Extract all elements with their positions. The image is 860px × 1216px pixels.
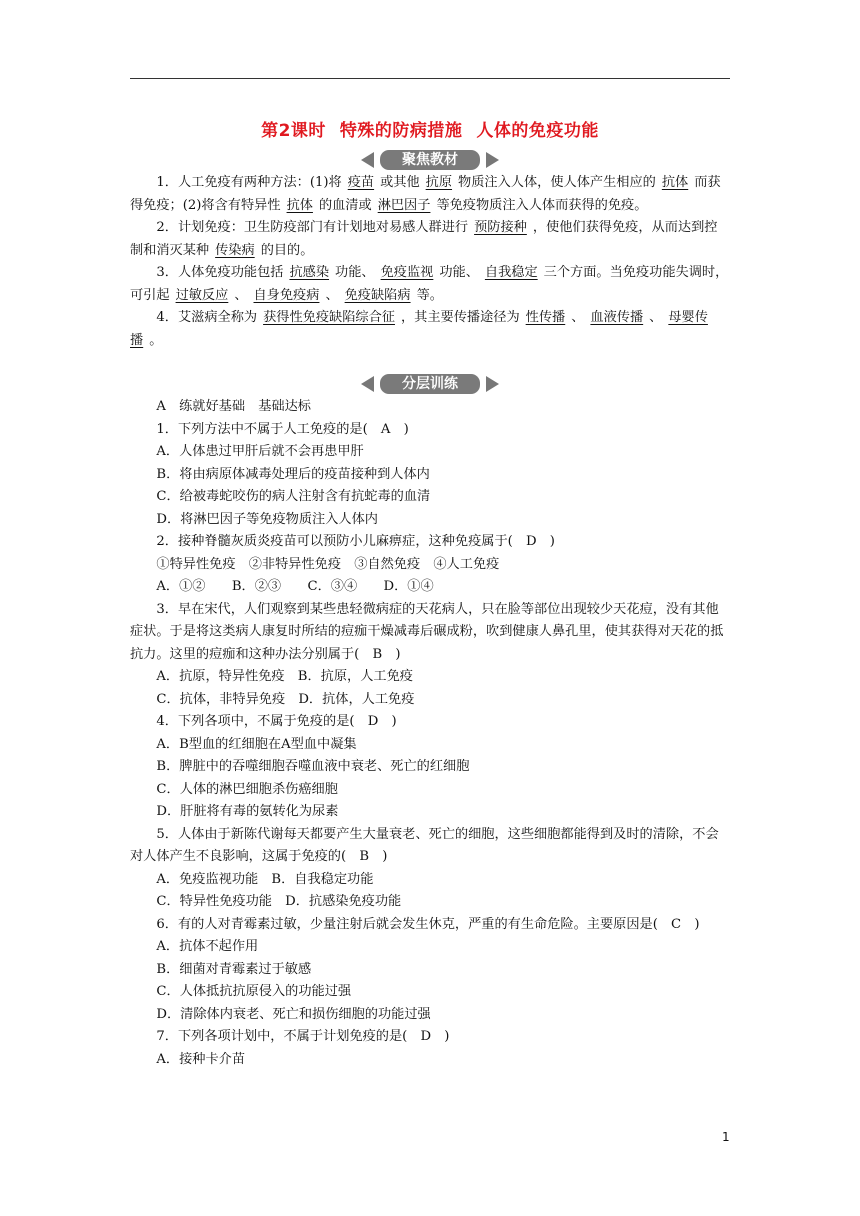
- blank-answer: 自我稳定: [484, 265, 538, 280]
- blank-answer: 抗体: [661, 175, 689, 190]
- blank-answer: 过敏反应: [175, 287, 229, 303]
- question-6-stem: 6．有的人对青霉素过敏，少量注射后就会发生休克，严重的有生命危险。主要原因是( C ): [156, 916, 700, 932]
- option: C．人体的淋巴细胞杀伤癌细胞: [156, 781, 338, 797]
- blank-answer: 抗原: [425, 175, 453, 190]
- option: D．将淋巴因子等免疫物质注入人体内: [156, 511, 378, 527]
- focus-q2: 2．计划免疫：卫生防疫部门有计划地对易感人群进行 预防接种 ，使他们获得免疫，从而达到控制和消灭某种 传染病 的目的。: [130, 220, 718, 258]
- option: D．清除体内衰老、死亡和损伤细胞的功能过强: [156, 1006, 431, 1022]
- focus-banner: [0, 150, 860, 170]
- title-lesson: 第2课时: [261, 121, 326, 141]
- header-rule: [130, 78, 730, 79]
- focus-q3: 3．人体免疫功能包括 抗感染 功能、 免疫监视 功能、 自我稳定 三个方面。当免疫功能失调时，可引起 过敏反应 、 自身免疫病 、 免疫缺陷病 等。: [130, 265, 729, 303]
- blank-answer: 性传播: [525, 310, 566, 325]
- blank-answer: 疫苗: [347, 175, 375, 190]
- blank-answer: 淋巴因子: [377, 197, 431, 213]
- section-heading: A 练就好基础 基础达标: [156, 399, 311, 414]
- left-triangle-icon: [361, 376, 374, 392]
- blank-answer: 传染病: [215, 242, 255, 258]
- focus-banner-label: 聚焦教材: [380, 150, 480, 170]
- focus-q4: 4．艾滋病全称为 获得性免疫缺陷综合征 ，其主要传播途径为 性传播 、 血液传播 、 母婴传播 。: [130, 310, 708, 348]
- blank-answer: 免疫缺陷病: [344, 287, 411, 303]
- practice-banner-label: 分层训练: [380, 374, 480, 394]
- option-row: C．特异性免疫功能 D．抗感染免疫功能: [156, 894, 402, 909]
- blank-answer: 免疫监视: [380, 265, 434, 280]
- blank-answer: 预防接种: [474, 220, 527, 235]
- statement-list: ①特异性免疫 ②非特异性免疫 ③自然免疫 ④人工免疫: [156, 556, 500, 572]
- option: A．人体患过甲肝后就不会再患甲肝: [156, 444, 364, 459]
- page-title: [0, 116, 860, 141]
- option-row: C．抗体，非特异免疫 D．抗体，人工免疫: [156, 691, 415, 707]
- focus-q1: 1．人工免疫有两种方法：(1)将 疫苗 或其他 抗原 物质注入人体，使人体产生相应的 抗体 而获得免疫；(2)将含有特异性 抗体 的血清或 淋巴因子 等免疫物质注入人体而获得的免疫。: [130, 175, 721, 213]
- blank-answer: 抗体: [286, 197, 313, 213]
- option-row: A．免疫监视功能 B．自我稳定功能: [156, 871, 374, 887]
- option: A．接种卡介苗: [156, 1051, 246, 1067]
- question-5-stem: 5．人体由于新陈代谢每天都要产生大量衰老、死亡的细胞，这些细胞都能得到及时的清除，不会对人体产生不良影响，这属于免疫的( B ): [130, 826, 719, 864]
- option-row: A．①② B．②③ C．③④ D．①④: [156, 579, 434, 594]
- blank-answer: 自身免疫病: [253, 287, 320, 303]
- blank-answer: 血液传播: [590, 310, 644, 325]
- title-subtopic: 人体的免疫功能: [476, 121, 599, 141]
- question-2-stem: 2．接种脊髓灰质炎疫苗可以预防小儿麻痹症，这种免疫属于( D ): [156, 534, 555, 549]
- practice-banner: [0, 374, 860, 394]
- option: A．抗体不起作用: [156, 939, 259, 954]
- question-7-stem: 7．下列各项计划中，不属于计划免疫的是( D ): [156, 1029, 450, 1044]
- blank-answer: 获得性免疫缺陷综合征: [263, 310, 395, 325]
- question-4-stem: 4．下列各项中，不属于免疫的是( D ): [156, 714, 397, 729]
- title-topic: 特殊的防病措施: [339, 121, 463, 141]
- option: B．将由病原体减毒处理后的疫苗接种到人体内: [156, 466, 430, 482]
- option: A．B型血的红细胞在A型血中凝集: [156, 736, 357, 752]
- option-row: A．抗原，特异性免疫 B．抗原，人工免疫: [156, 669, 413, 684]
- right-triangle-icon: [486, 376, 499, 392]
- left-triangle-icon: [361, 152, 374, 168]
- blank-answer: 抗感染: [289, 265, 330, 280]
- blank-answer: 母婴传播: [130, 310, 708, 348]
- option: B．细菌对青霉素过于敏感: [156, 961, 312, 977]
- right-triangle-icon: [486, 152, 499, 168]
- practice-section: [130, 396, 730, 1071]
- page-number: 1: [722, 1130, 730, 1144]
- option: D．肝脏将有毒的氨转化为尿素: [156, 804, 339, 819]
- question-1-stem: 1．下列方法中不属于人工免疫的是( A ): [156, 421, 409, 437]
- question-3-stem: 3．早在宋代，人们观察到某些患轻微病症的天花病人，只在脸等部位出现较少天花痘，没有其他症状。于是将这类病人康复时所结的痘痂干燥减毒后碾成粉，吹到健康人鼻孔里，使其获得对天花的抵抗力。这里的痘痂和这种办法分别属于( B ): [130, 601, 724, 662]
- option: C．给被毒蛇咬伤的病人注射含有抗蛇毒的血清: [156, 489, 431, 504]
- option: B．脾脏中的吞噬细胞吞噬血液中衰老、死亡的红细胞: [156, 759, 470, 774]
- focus-section: [130, 172, 730, 352]
- option: C．人体抵抗抗原侵入的功能过强: [156, 984, 352, 999]
